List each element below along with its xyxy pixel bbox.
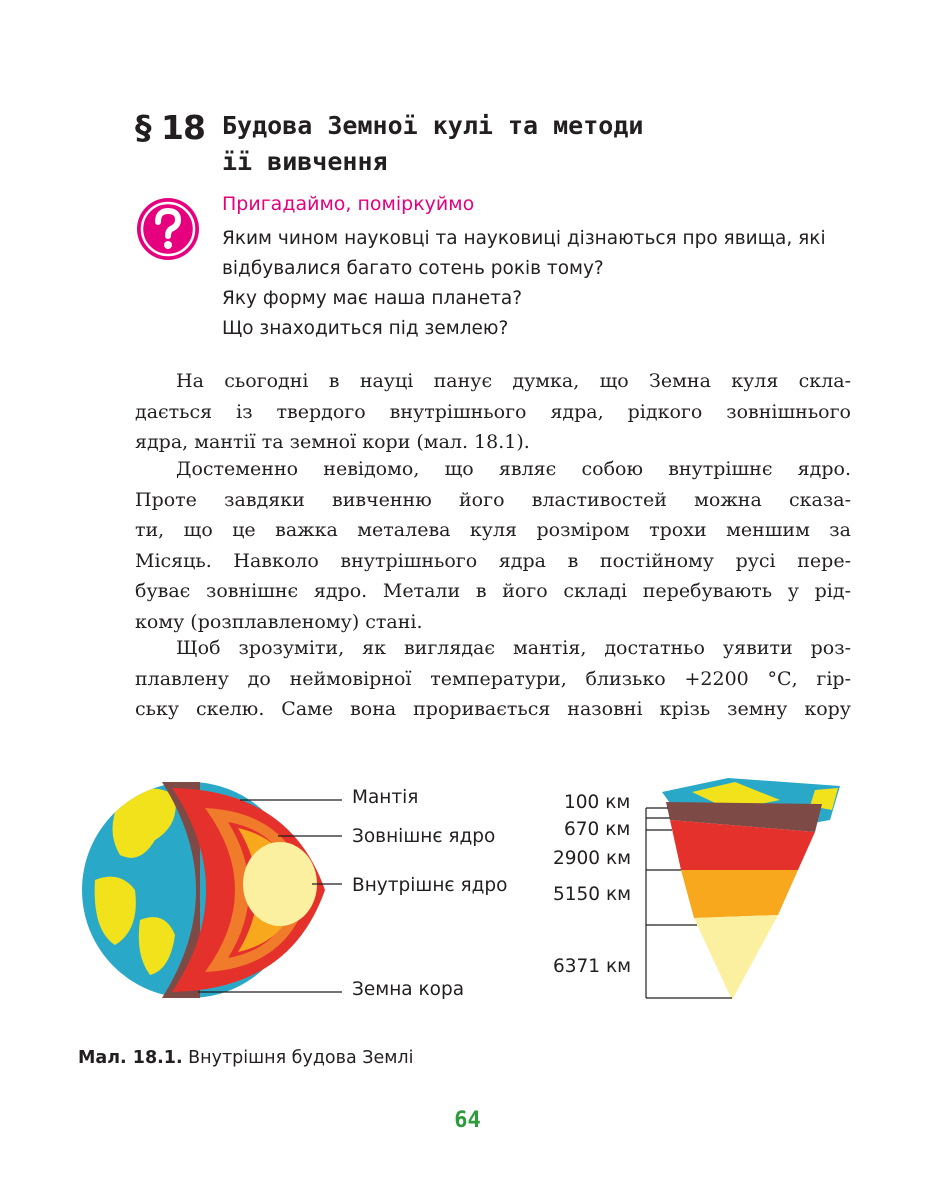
depth-label: 670 км bbox=[564, 819, 631, 840]
paragraph-line: дається із твердого внутрішнього ядра, рідкого зовнішнього bbox=[135, 400, 851, 423]
paragraph-line: Щоб зрозуміти, як виглядає мантія, достатньо уявити роз- bbox=[176, 637, 851, 659]
paragraph-line: ти, що це важка металева куля розміром трохи меншим за bbox=[135, 519, 851, 541]
paragraph-2 bbox=[135, 454, 851, 637]
inner-core-layer bbox=[243, 842, 317, 926]
caption-number: Мал. 18.1. bbox=[78, 1048, 183, 1068]
depth-label: 2900 км bbox=[553, 848, 632, 869]
label-mantle: Мантія bbox=[352, 787, 419, 808]
depth-wedge bbox=[662, 778, 840, 1000]
paragraph-line: плавлену до неймовірної температури, близько +2200 °С, гір- bbox=[135, 667, 851, 690]
paragraph-line: Місяць. Навколо внутрішнього ядра в постійному русі пере- bbox=[135, 549, 851, 572]
recall-line: Яку форму має наша планета? bbox=[222, 288, 523, 309]
depth-label: 100 км bbox=[564, 792, 631, 813]
globe-illustration bbox=[82, 782, 325, 998]
recall-line: Що знаходиться під землею? bbox=[222, 318, 509, 339]
recall-questions bbox=[222, 224, 882, 344]
label-inner-core: Внутрішнє ядро bbox=[352, 875, 508, 896]
depth-label: 6371 км bbox=[553, 956, 632, 977]
paragraph-line: буває зовнішнє ядро. Метали в його складі перебувають у рід- bbox=[135, 580, 851, 602]
figure-caption bbox=[78, 1048, 413, 1068]
paragraph-line: ядра, мантії та земної кори (мал. 18.1). bbox=[135, 431, 530, 453]
label-crust: Земна кора bbox=[352, 979, 465, 1000]
paragraph-line: кому (розплавленому) стані. bbox=[135, 610, 423, 633]
wedge-inner-core bbox=[694, 915, 778, 1000]
label-outer-core: Зовнішнє ядро bbox=[352, 826, 496, 847]
question-mark-icon bbox=[135, 196, 201, 262]
paragraph-line: Проте завдяки вивченню його властивостей можна сказа- bbox=[135, 488, 851, 511]
recall-line: Яким чином науковці та науковиці дізнаються про явища, які bbox=[222, 228, 826, 249]
recall-line: відбувалися багато сотень років тому? bbox=[222, 258, 604, 279]
paragraph-3 bbox=[135, 633, 851, 725]
section-title bbox=[222, 108, 842, 180]
wedge-outer-core bbox=[681, 870, 798, 918]
caption-text: Внутрішня будова Землі bbox=[182, 1048, 414, 1068]
paragraph-1 bbox=[135, 366, 851, 458]
section-number: § 18 bbox=[135, 108, 205, 147]
section-title-line-2: її вивчення bbox=[222, 147, 388, 176]
page-number: 64 bbox=[454, 1108, 481, 1133]
recall-heading: Пригадаймо, поміркуймо bbox=[222, 193, 475, 215]
paragraph-line: На сьогодні в науці панує думка, що Земна куля скла- bbox=[176, 370, 851, 392]
section-title-line-1: Будова Земної кулі та методи bbox=[222, 111, 644, 140]
paragraph-line: Достеменно невідомо, що являє собою внутрішнє ядро. bbox=[176, 458, 851, 480]
depth-label: 5150 км bbox=[553, 884, 632, 905]
earth-structure-figure bbox=[80, 770, 860, 1010]
paragraph-line: ську скелю. Саме вона проривається назовні крізь земну кору bbox=[135, 698, 851, 720]
